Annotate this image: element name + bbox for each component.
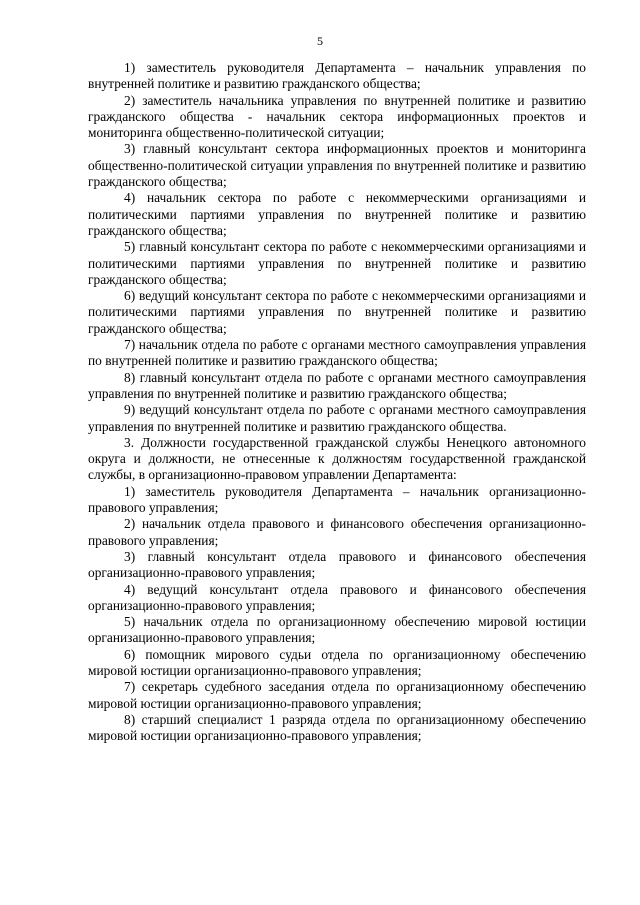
list-item: 4) начальник сектора по работе с некоммерческими организациями и политическими партиями управления по внутренней политике и развитию гражданского общества; [88, 190, 586, 238]
list-item: 6) помощник мирового судьи отдела по организационному обеспечению мировой юстиции организационно-правового управления; [88, 646, 586, 678]
list-item: 2) начальник отдела правового и финансового обеспечения организационно-правового управления; [88, 516, 586, 548]
list-item: 8) главный консультант отдела по работе с органами местного самоуправления управления по внутренней политике и развитию гражданского общества; [88, 369, 586, 401]
list-item: 7) секретарь судебного заседания отдела по организационному обеспечению мировой юстиции организационно-правового управления; [88, 679, 586, 711]
list-item: 5) начальник отдела по организационному обеспечению мировой юстиции организационно-правового управления; [88, 614, 586, 646]
list-item: 3) главный консультант сектора информационных проектов и мониторинга общественно-политической ситуации управления по внутренней политике и развитию гражданского общества; [88, 141, 586, 190]
list-item: 2) заместитель начальника управления по внутренней политике и развитию гражданского общества - начальник сектора информационных проектов и мониторинга общественно-политической ситуации; [88, 92, 586, 141]
list-item: 1) заместитель руководителя Департамента – начальник управления по внутренней политике и развитию гражданского общества; [88, 60, 586, 92]
page-number: 5 [317, 34, 323, 48]
list-item: 7) начальник отдела по работе с органами местного самоуправления управления по внутренней политике и развитию гражданского общества; [88, 337, 586, 369]
list-item: 6) ведущий консультант сектора по работе с некоммерческими организациями и политическими партиями управления по внутренней политике и развитию гражданского общества; [88, 288, 586, 336]
list-item: 9) ведущий консультант отдела по работе с органами местного самоуправления управления по внутренней политике и развитию гражданского общества. [88, 402, 586, 434]
list-item: 8) старший специалист 1 разряда отдела по организационному обеспечению мировой юстиции организационно-правового управления; [88, 711, 586, 744]
list-item: 1) заместитель руководителя Департамента – начальник организационно-правового управления; [88, 483, 586, 516]
list-item: 5) главный консультант сектора по работе с некоммерческими организациями и политическими партиями управления по внутренней политике и развитию гражданского общества; [88, 239, 586, 287]
list-item: 3) главный консультант отдела правового и финансового обеспечения организационно-правового управления; [88, 548, 586, 581]
document-body [88, 60, 586, 744]
list-item: 4) ведущий консультант отдела правового и финансового обеспечения организационно-правового управления; [88, 581, 586, 613]
section-paragraph: 3. Должности государственной гражданской службы Ненецкого автономного округа и должности, не отнесенные к должностям государственной гражданской службы, в организационно-правовом управлении Департамента: [88, 434, 586, 483]
